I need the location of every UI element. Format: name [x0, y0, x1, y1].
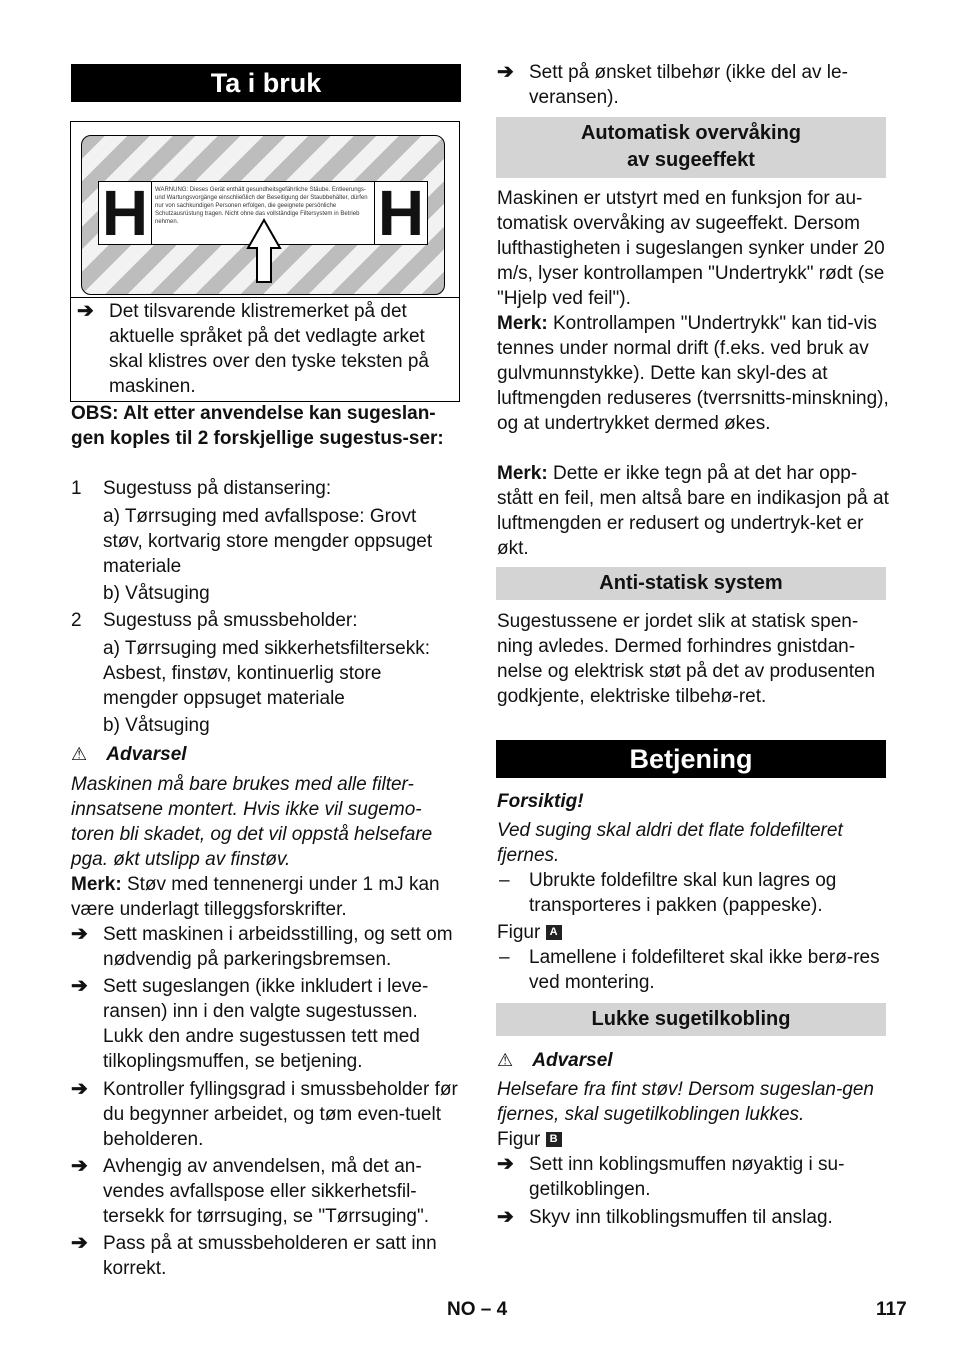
merk-label: Merk:: [497, 463, 548, 484]
figure-badge-b: B: [546, 1132, 562, 1147]
step-text: Avhengig av anvendelsen, må det an-vendes avfallspose eller sikkerhetsfil-tersekk for tørrsuging, se "Tørrsuging".: [103, 1156, 430, 1227]
dash-item: [497, 868, 887, 918]
heading-line: av sugeeffekt: [627, 149, 755, 171]
page-number: 117: [876, 1299, 907, 1320]
warning-heading: [71, 742, 187, 767]
step-text: Sett sugeslangen (ikke inkludert i leve-ransen) inn i den valgte sugestussen. Lukk den andre sugestussen tett med tilkoplingsmuffen, se betjening.: [103, 976, 429, 1072]
warning-triangle-icon: ⚠: [497, 1050, 514, 1070]
step-item: [497, 60, 887, 110]
figure-caption-text: Det tilsvarende klistremerket på det aktuelle språket på det vedlagte arket skal klistres over den tyske teksten på maskinen.: [109, 301, 429, 397]
list-item: [71, 476, 463, 501]
list-text: Sugestuss på smussbeholder:: [103, 610, 358, 631]
arrow-icon: ➔: [77, 300, 94, 322]
dash-text: Ubrukte foldefiltre skal kun lagres og transporteres i pakken (pappeske).: [529, 870, 837, 916]
heading-text: Ta i bruk: [210, 68, 322, 98]
heading-text: Betjening: [629, 744, 753, 774]
section-heading-anti-statisk: [496, 567, 886, 600]
list-subitem: a) Tørrsuging med avfallspose: Grovt støv, kortvarig store mengder oppsuget materiale: [103, 506, 433, 577]
step-text: Pass på at smussbeholderen er satt inn korrekt.: [103, 1233, 437, 1279]
list-subitem: a) Tørrsuging med sikkerhetsfiltersekk: Asbest, finstøv, kontinuerlig store mengder oppsuget materiale: [103, 638, 430, 709]
merk-text: Støv med tennenergi under 1 mJ kan være underlagt tilleggsforskrifter.: [71, 874, 440, 920]
list-subitem: b) Våtsuging: [103, 715, 210, 736]
paragraph: Maskinen er utstyrt med en funksjon for au-tomatisk overvåking av sugeeffekt. Dersom lufthastigheten i sugeslangen synker under 20 m/s, lyser kontrollampen "Undertrykk" rødt (se "Hjelp ved feil").: [497, 188, 885, 309]
up-arrow-icon: [246, 218, 282, 284]
section-heading-ta-i-bruk: [71, 64, 461, 102]
figure-ref-label: Figur: [497, 1129, 541, 1150]
warning-label: Advarsel: [532, 1050, 613, 1071]
step-text: Sett inn koblingsmuffen nøyaktig i su-getilkoblingen.: [529, 1154, 845, 1200]
footer-section-label: NO – 4: [447, 1299, 508, 1320]
step-text: Sett maskinen i arbeidsstilling, og sett om nødvendig på parkeringsbremsen.: [103, 924, 453, 970]
heading-text: Lukke sugetilkobling: [591, 1008, 791, 1030]
list-text: Sugestuss på distansering:: [103, 478, 332, 499]
arrow-icon: ➔: [71, 975, 88, 997]
step-text: Skyv inn tilkoblingsmuffen til anslag.: [529, 1207, 833, 1228]
warning-heading: [497, 1048, 613, 1073]
figure-ref-b: [497, 1127, 562, 1152]
step-text: Kontroller fyllingsgrad i smussbeholder før du begynner arbeidet, og tøm even-tuelt beholderen.: [103, 1079, 458, 1150]
warning-label: Advarsel: [106, 744, 187, 765]
figure-ref-a: [497, 920, 562, 945]
section-heading-betjening: [496, 740, 886, 778]
step-item: [71, 974, 461, 1074]
step-item: [71, 922, 461, 972]
arrow-icon: ➔: [71, 1155, 88, 1177]
step-item: [71, 1154, 461, 1229]
arrow-icon: ➔: [497, 1153, 514, 1175]
step-item: [71, 1077, 461, 1152]
figure-ref-label: Figur: [497, 922, 541, 943]
merk-text: Kontrollampen "Undertrykk" kan tid-vis tennes under normal drift (f.eks. ved bruk av gulvmunnstykke). Dette kan skyl-des at luftmengden reduseres (tverrsnitts-minskning), og at undertrykket dermed økes.: [497, 313, 889, 434]
step-item: [497, 1152, 887, 1202]
figure-caption: [77, 299, 453, 399]
warning-triangle-icon: ⚠: [71, 744, 88, 764]
step-item: [497, 1205, 887, 1230]
sticker-illustration: [81, 135, 445, 295]
section-heading-automatisk-overvaking: [496, 117, 886, 178]
list-item: [71, 608, 463, 633]
step-text: Sett på ønsket tilbehør (ikke del av le-veransen).: [529, 62, 848, 108]
obs-note: OBS: Alt etter anvendelse kan sugeslan-gen koples til 2 forskjellige sugestus-ser:: [71, 403, 444, 449]
arrow-icon: ➔: [497, 1206, 514, 1228]
arrow-icon: ➔: [497, 61, 514, 83]
figure-divider: [71, 297, 459, 298]
list-number: 2: [71, 610, 82, 631]
figure-badge-a: A: [546, 925, 562, 940]
heading-text: Anti-statisk system: [599, 572, 783, 594]
caution-text: Ved suging skal aldri det flate foldefilteret fjernes.: [497, 820, 843, 866]
arrow-icon: ➔: [71, 1078, 88, 1100]
dash-text: Lamellene i foldefilteret skal ikke berø-res ved montering.: [529, 947, 880, 993]
warning-text: Maskinen må bare brukes med alle filter-innsatsene montert. Hvis ikke vil sugemo-toren bli skadet, og det vil oppstå helsefare pga. økt utslipp av finstøv.: [71, 774, 433, 870]
warning-text: Helsefare fra fint støv! Dersom sugeslan-gen fjernes, skal sugetilkoblingen lukkes.: [497, 1079, 874, 1125]
dash-bullet: –: [499, 870, 510, 891]
step-item: [71, 1231, 461, 1281]
section-heading-lukke-sugetilkobling: [496, 1003, 886, 1036]
paragraph: Sugestussene er jordet slik at statisk spen-ning avledes. Dermed forhindres gnistdan-nelse og elektrisk støt på det av produsenten godkjente, elektriske tilbehø-ret.: [497, 611, 876, 707]
merk-note: [497, 461, 889, 561]
merk-label: Merk:: [497, 313, 548, 334]
list-number: 1: [71, 478, 82, 499]
sticker-h-left: H: [99, 182, 152, 244]
sticker-warning-text: WARNUNG: Dieses Gerät enthält gesundheitsgefährliche Stäube. Entleerungs- und Wartungsvorgänge einschließlich der Beseitigung der Staubbehälter, dürfen nur von sachkundigen Personen erfolgen, die geeignete persönliche Schutzausrüstung tragen. Nicht ohne das vollständige Filtersystem in Betrieb nehmen.: [155, 187, 368, 225]
dash-item: [497, 945, 887, 995]
merk-note: [497, 311, 889, 436]
dash-bullet: –: [499, 947, 510, 968]
arrow-icon: ➔: [71, 923, 88, 945]
sticker-figure: [70, 121, 460, 402]
heading-line: Automatisk overvåking: [580, 122, 802, 144]
arrow-icon: ➔: [71, 1232, 88, 1254]
sticker-h-right: H: [374, 182, 427, 244]
merk-note: [71, 872, 451, 922]
list-subitem: b) Våtsuging: [103, 583, 210, 604]
merk-text: Dette er ikke tegn på at det har opp-stått en feil, men altså bare en indikasjon på at luftmengden er redusert og undertryk-ket er økt.: [497, 463, 889, 559]
merk-label: Merk:: [71, 874, 122, 895]
caution-label: Forsiktig!: [497, 791, 584, 812]
